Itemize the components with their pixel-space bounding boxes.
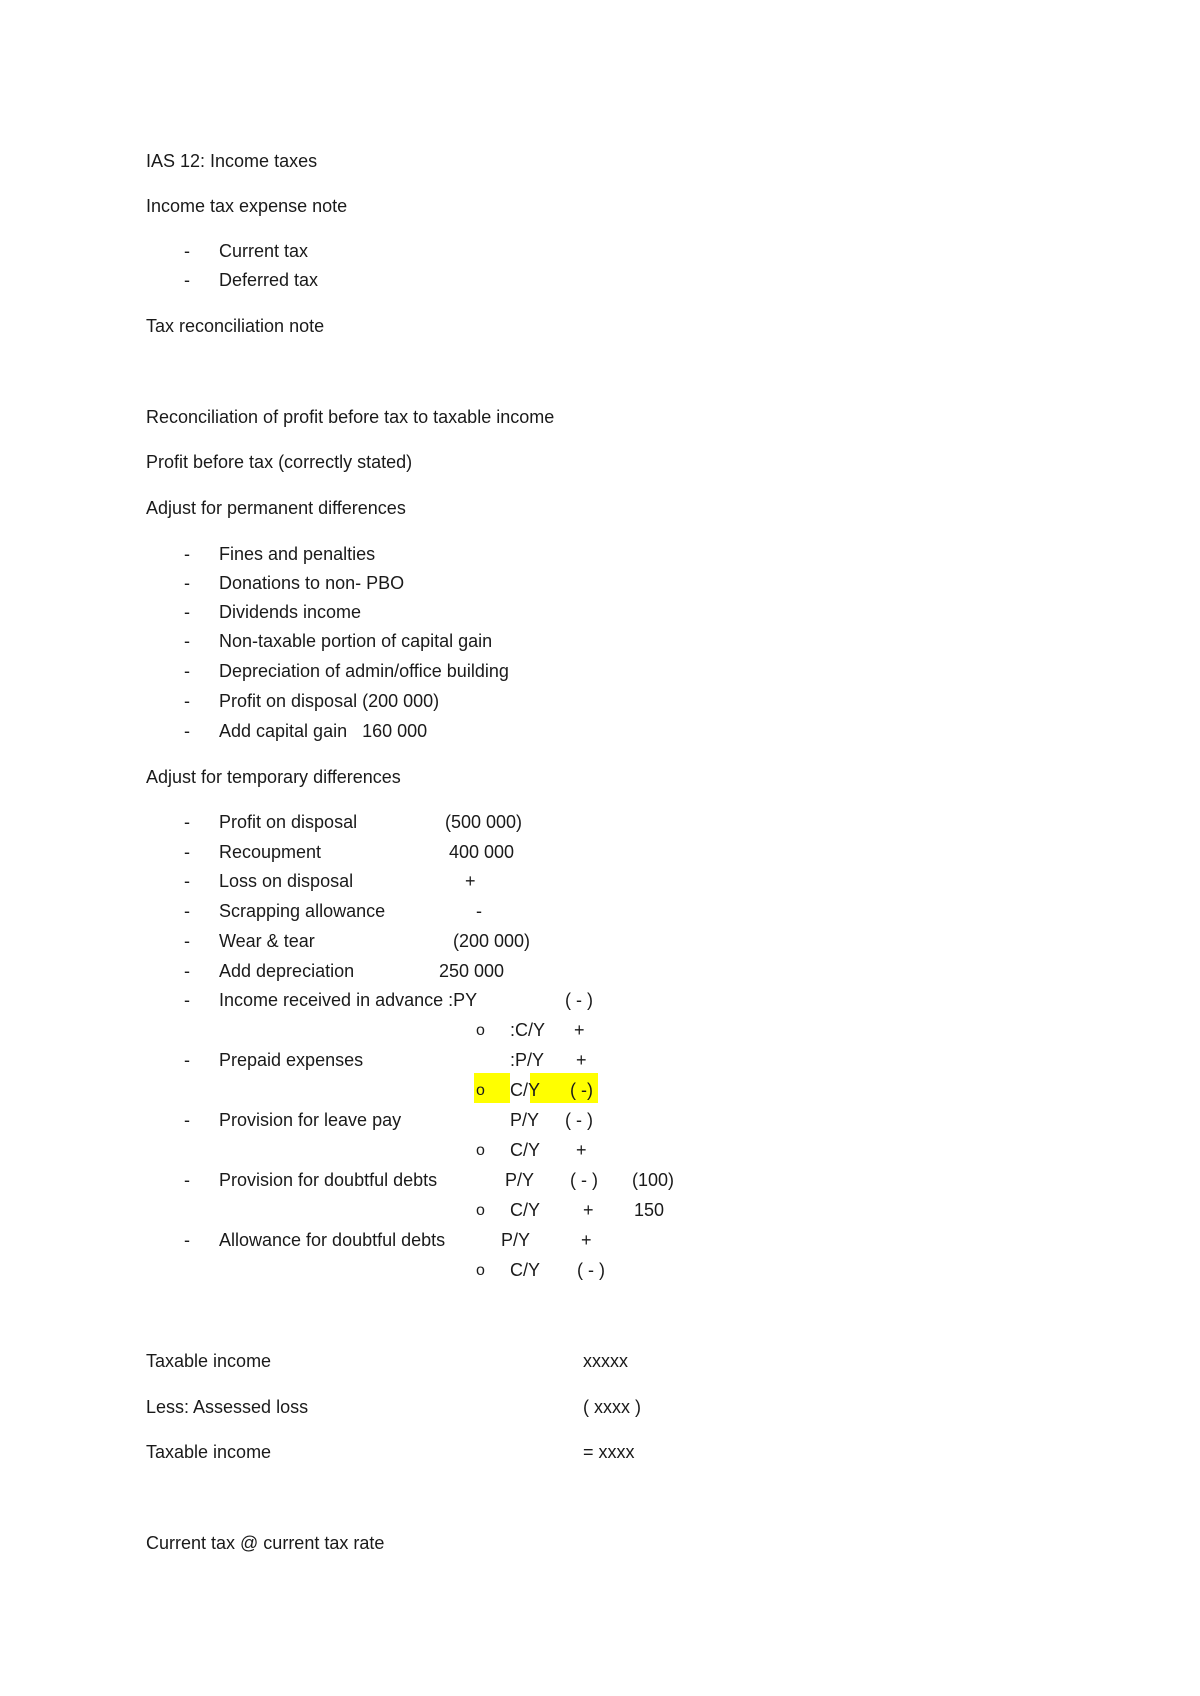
list-item: Add capital gain 160 000: [219, 721, 428, 741]
sign-value: +: [576, 1140, 587, 1160]
period-label: P/Y: [505, 1170, 535, 1190]
dash-marker: [184, 989, 190, 1011]
period-label: :P/Y: [510, 1050, 545, 1070]
list-item: Profit on disposal: [219, 812, 358, 832]
list-item: Donations to non- PBO: [219, 573, 405, 593]
dash-marker: [184, 690, 190, 712]
list-item: Scrapping allowance: [219, 901, 386, 921]
dash-marker: [184, 930, 190, 952]
list-item: Prepaid expenses: [219, 1050, 364, 1070]
list-item: Deferred tax: [219, 270, 319, 290]
dash-marker: [184, 1169, 190, 1191]
dash-marker: [184, 543, 190, 565]
dash-marker: [184, 660, 190, 682]
list-item-value: -: [476, 901, 482, 921]
list-item: Allowance for doubtful debts: [219, 1230, 446, 1250]
period-part: C/: [510, 1080, 528, 1100]
list-item: Fines and penalties: [219, 544, 376, 564]
period-label: P/Y: [510, 1110, 540, 1130]
summary-label: Taxable income: [146, 1351, 272, 1371]
sub-bullet-marker: o: [476, 1142, 485, 1159]
dash-marker: [184, 240, 190, 262]
summary-value: xxxxx: [583, 1351, 628, 1371]
dash-marker: [184, 601, 190, 623]
list-item: Profit on disposal (200 000): [219, 691, 440, 711]
list-item: Non-taxable portion of capital gain: [219, 631, 493, 651]
sign-value: +: [576, 1050, 587, 1070]
period-label: :C/Y: [510, 1020, 546, 1040]
sign-value: ( -): [570, 1080, 593, 1100]
expense-note-heading: Income tax expense note: [146, 196, 348, 216]
summary-value: = xxxx: [583, 1442, 635, 1462]
list-item: Recoupment: [219, 842, 322, 862]
list-item: Provision for doubtful debts: [219, 1170, 438, 1190]
sub-bullet-marker: o: [476, 1022, 485, 1039]
sign-value: ( - ): [577, 1260, 605, 1280]
dash-marker: [184, 900, 190, 922]
sub-bullet-marker: o: [476, 1202, 485, 1219]
list-item: Wear & tear: [219, 931, 315, 951]
amount-value: 150: [634, 1200, 665, 1220]
recon-heading: Reconciliation of profit before tax to taxable income: [146, 407, 555, 427]
period-label: P/Y: [501, 1230, 531, 1250]
current-tax-line: Current tax @ current tax rate: [146, 1533, 385, 1553]
dash-marker: [184, 1109, 190, 1131]
permanent-heading: Adjust for permanent differences: [146, 498, 406, 518]
period-label: C/Y: [510, 1200, 541, 1220]
dash-marker: [184, 841, 190, 863]
list-item: Loss on disposal: [219, 871, 354, 891]
sign-value: +: [581, 1230, 592, 1250]
period-part-highlight: Y: [528, 1080, 541, 1100]
amount-value: (100): [632, 1170, 675, 1190]
list-item-value: +: [465, 871, 476, 891]
period-label: C/Y: [510, 1140, 541, 1160]
dash-marker: [184, 870, 190, 892]
dash-marker: [184, 572, 190, 594]
list-item: Depreciation of admin/office building: [219, 661, 509, 681]
sign-value: ( - ): [565, 1110, 593, 1130]
sign-value: +: [583, 1200, 594, 1220]
sub-bullet-marker: o: [476, 1082, 485, 1099]
list-item: Dividends income: [219, 602, 362, 622]
list-item: Income received in advance :PY: [219, 990, 478, 1010]
page-title: IAS 12: Income taxes: [146, 151, 318, 171]
dash-marker: [184, 1049, 190, 1071]
list-item-value: (500 000): [445, 812, 523, 832]
reconciliation-note-heading: Tax reconciliation note: [146, 316, 325, 336]
sign-value: +: [574, 1020, 585, 1040]
dash-marker: [184, 720, 190, 742]
dash-marker: [184, 269, 190, 291]
profit-before-tax: Profit before tax (correctly stated): [146, 452, 413, 472]
list-item: Current tax: [219, 241, 309, 261]
list-item: Add depreciation: [219, 961, 355, 981]
list-item: Provision for leave pay: [219, 1110, 402, 1130]
dash-marker: [184, 811, 190, 833]
dash-marker: [184, 630, 190, 652]
period-label: [510, 1079, 540, 1101]
list-item-value: ( - ): [565, 990, 593, 1010]
sign-value: ( - ): [570, 1170, 598, 1190]
list-item-value: (200 000): [453, 931, 531, 951]
dash-marker: [184, 960, 190, 982]
sub-bullet-marker: o: [476, 1262, 485, 1279]
temporary-heading: Adjust for temporary differences: [146, 767, 401, 787]
period-label: C/Y: [510, 1260, 541, 1280]
summary-label: Less: Assessed loss: [146, 1397, 309, 1417]
summary-value: ( xxxx ): [583, 1397, 641, 1417]
summary-label: Taxable income: [146, 1442, 272, 1462]
list-item-value: 400 000: [449, 842, 515, 862]
dash-marker: [184, 1229, 190, 1251]
list-item-value: 250 000: [439, 961, 505, 981]
